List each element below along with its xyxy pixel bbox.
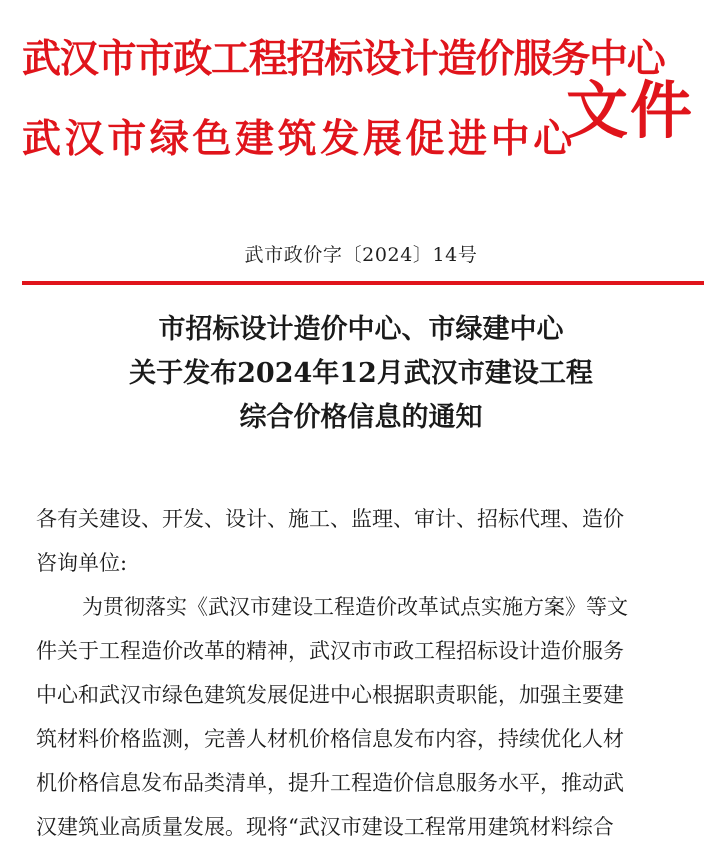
title-line-1: 市招标设计造价中心、市绿建中心	[158, 314, 564, 345]
addressee-line-1: 各有关建设、开发、设计、施工、监理、审计、招标代理、造价	[36, 507, 624, 531]
issuing-org-line-1: 武汉市市政工程招标设计造价服务中心	[22, 36, 665, 82]
document-header	[0, 0, 722, 200]
notice-body	[36, 497, 702, 849]
paragraph-line: 为贯彻落实《武汉市建设工程造价改革试点实施方案》等文	[82, 595, 628, 619]
paragraph-line: 机价格信息发布品类清单，提升工程造价信息服务水平，推动武	[36, 771, 624, 795]
issuing-org-line-2: 武汉市绿色建筑发展促进中心	[22, 116, 576, 162]
addressee-line-2: 咨询单位:	[36, 551, 128, 575]
document-type-label: 文件	[566, 74, 695, 147]
notice-title	[0, 308, 722, 440]
red-divider-line	[22, 281, 704, 285]
paragraph-line: 筑材料价格监测，完善人材机价格信息发布内容，持续优化人材	[36, 727, 624, 751]
document-number: 武市政价字〔2024〕14号	[244, 244, 478, 266]
title-line-3: 综合价格信息的通知	[239, 402, 483, 433]
paragraph-line: 汉建筑业高质量发展。现将“武汉市建设工程常用建筑材料综合	[36, 815, 614, 839]
title-line-2: 关于发布2024年12月武汉市建设工程	[129, 358, 593, 389]
paragraph-line: 中心和武汉市绿色建筑发展促进中心根据职责职能，加强主要建	[36, 683, 624, 707]
paragraph-line: 件关于工程造价改革的精神，武汉市市政工程招标设计造价服务	[36, 639, 624, 663]
